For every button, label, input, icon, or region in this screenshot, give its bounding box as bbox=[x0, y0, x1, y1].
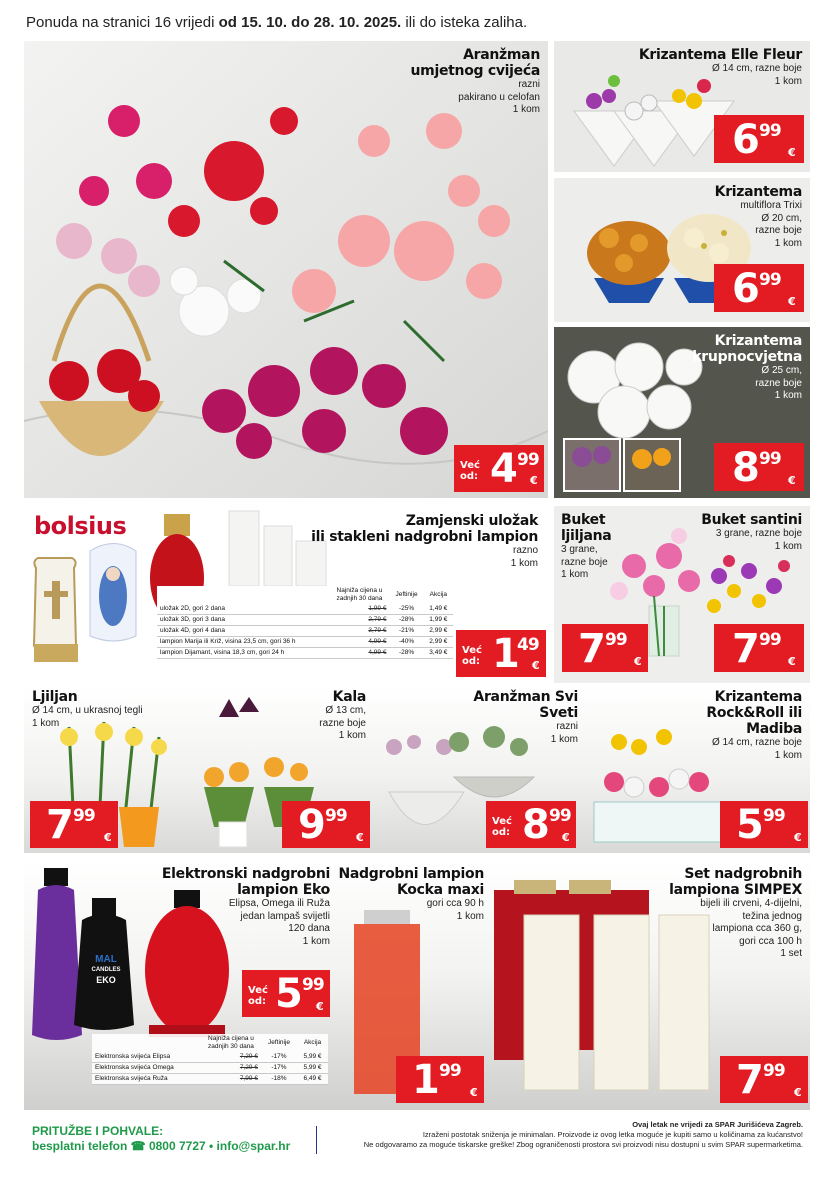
table-cell: lampion Dijamant, visina 18,3 cm, gori 24 h bbox=[157, 648, 329, 659]
product-quantity: 1 kom bbox=[32, 717, 60, 729]
product-title-line1: Krizantema bbox=[714, 689, 802, 705]
product-detail: bijeli ili crveni, 4-dijelni, bbox=[700, 898, 802, 909]
price-currency: € bbox=[530, 474, 538, 487]
price-currency: € bbox=[788, 474, 796, 487]
product-krupnocvjetna[interactable] bbox=[554, 327, 810, 498]
table-row bbox=[92, 1074, 328, 1085]
table-cell: Elektronska svijeća Elipsa bbox=[92, 1052, 201, 1063]
price-euros: 7 bbox=[732, 626, 758, 672]
price-cents: 99 bbox=[763, 1061, 785, 1081]
product-detail: Ø 14 cm, u ukrasnoj tegli bbox=[32, 705, 143, 716]
price-currency: € bbox=[788, 146, 796, 159]
table-cell: -17% bbox=[261, 1063, 297, 1074]
price-prefix-line1: Već bbox=[462, 645, 482, 656]
price-tag-kala[interactable] bbox=[282, 801, 370, 848]
product-detail: razne boje bbox=[561, 556, 608, 568]
table-cell: -17% bbox=[261, 1052, 297, 1063]
validity-prefix: Ponuda na stranici 16 vrijedi bbox=[26, 14, 219, 31]
product-trixi[interactable] bbox=[554, 178, 810, 322]
product-detail: pakirano u celofan bbox=[458, 91, 540, 103]
price-tag bbox=[454, 445, 544, 492]
price-euros: 1 bbox=[412, 1057, 438, 1103]
table-cell: 7,99 € bbox=[201, 1074, 261, 1085]
price-currency: € bbox=[104, 831, 112, 844]
price-prefix-line2: od: bbox=[248, 996, 267, 1007]
price-tag-rocknroll[interactable] bbox=[720, 801, 808, 848]
table-cell: -18% bbox=[261, 1074, 297, 1085]
price-tag bbox=[456, 630, 546, 677]
product-quantity: 1 kom bbox=[774, 75, 802, 87]
product-title-line1: Zamjenski uložak bbox=[405, 513, 538, 529]
mal-logo bbox=[86, 955, 126, 985]
product-detail: Ø 25 cm, bbox=[761, 365, 802, 376]
product-info-simpex bbox=[669, 866, 802, 961]
product-elle-fleur[interactable] bbox=[554, 41, 810, 172]
price-tag-santini bbox=[714, 624, 804, 672]
product-title-line2: umjetnog cvijeća bbox=[410, 63, 540, 79]
price-cents: 99 bbox=[759, 121, 781, 141]
price-euros: 8 bbox=[732, 445, 758, 491]
product-info bbox=[311, 513, 538, 570]
product-quantity: 1 kom bbox=[512, 104, 540, 115]
product-detail: Ø 20 cm, bbox=[761, 212, 802, 224]
product-detail: razne boje bbox=[755, 377, 802, 389]
price-euros: 5 bbox=[736, 802, 762, 848]
product-info bbox=[639, 47, 802, 88]
price-currency: € bbox=[788, 655, 796, 668]
price-cents: 99 bbox=[302, 975, 324, 995]
product-title-line2: lampiona SIMPEX bbox=[669, 882, 802, 898]
price-euros: 4 bbox=[490, 446, 516, 492]
product-title: Aranžman Svi Sveti bbox=[473, 689, 578, 721]
price-cents: 99 bbox=[439, 1061, 461, 1081]
table-cell: 3,49 € bbox=[424, 648, 453, 659]
price-tag-ljiljana bbox=[562, 624, 648, 672]
table-cell: 4,99 € bbox=[329, 648, 389, 659]
eko-label: EKO bbox=[96, 975, 116, 985]
table-cell: 4,99 € bbox=[329, 637, 389, 648]
product-detail: razne boje bbox=[319, 717, 366, 729]
validity-line bbox=[26, 14, 527, 31]
price-euros: 1 bbox=[492, 631, 518, 677]
price-currency: € bbox=[356, 831, 364, 844]
product-title-line1: Aranžman bbox=[463, 47, 540, 63]
product-detail: Ø 14 cm, razne boje bbox=[711, 63, 802, 74]
product-detail: jedan lampaš svijetli bbox=[240, 910, 330, 922]
product-detail: multiflora Trixi bbox=[740, 200, 802, 211]
table-cell: 1,49 € bbox=[424, 604, 453, 615]
table-cell: 3,79 € bbox=[329, 626, 389, 637]
product-title-line1: Buket bbox=[561, 512, 606, 528]
product-detail: Ø 14 cm, razne boje bbox=[711, 737, 802, 748]
table-cell: Elektronska svijeća Omega bbox=[92, 1063, 201, 1074]
footer-note: Ovaj letak ne vrijedi za SPAR Jurišićeva Zagreb. bbox=[632, 1120, 803, 1129]
price-euros: 5 bbox=[275, 971, 301, 1017]
table-cell: 5,99 € bbox=[297, 1063, 328, 1074]
product-quantity: 1 kom bbox=[774, 237, 802, 249]
product-title-line1: Krizantema bbox=[714, 333, 802, 349]
product-detail: gori cca 90 h bbox=[426, 898, 484, 909]
product-detail: 3 grane, bbox=[561, 544, 598, 555]
price-history-table bbox=[157, 586, 453, 659]
price-currency: € bbox=[794, 831, 802, 844]
product-title-line3: Madiba bbox=[746, 721, 802, 737]
price-euros: 7 bbox=[736, 1057, 762, 1103]
price-cents: 99 bbox=[759, 630, 781, 650]
product-title-line2: lampion Eko bbox=[237, 882, 330, 898]
price-cents: 99 bbox=[763, 806, 785, 826]
product-info-eko bbox=[158, 866, 330, 948]
product-quantity: 1 kom bbox=[338, 730, 366, 741]
product-info-ljiljan bbox=[32, 689, 143, 730]
price-tag bbox=[714, 115, 804, 163]
price-prefix-line2: od: bbox=[492, 827, 511, 838]
product-title-line1: Elektronski nadgrobni bbox=[161, 866, 330, 882]
footer-divider bbox=[316, 1126, 317, 1154]
price-currency: € bbox=[532, 659, 540, 672]
table-cell: -28% bbox=[389, 648, 423, 659]
price-prefix-line2: od: bbox=[462, 656, 481, 667]
price-cents: 99 bbox=[605, 630, 627, 650]
product-detail: razno bbox=[512, 545, 538, 556]
table-header: Akcija bbox=[303, 1039, 322, 1046]
product-info bbox=[692, 333, 802, 403]
table-header: Najniža cijena u zadnjih 30 dana bbox=[336, 587, 383, 602]
table-cell: -25% bbox=[389, 604, 423, 615]
product-info-ljiljana bbox=[561, 512, 611, 582]
product-title-line2: krupnocvjetna bbox=[692, 349, 802, 365]
product-detail: Ø 13 cm, bbox=[325, 705, 366, 716]
table-cell: uložak 4D, gori 4 dana bbox=[157, 626, 329, 637]
table-row bbox=[157, 637, 453, 648]
price-euros: 6 bbox=[732, 117, 758, 163]
price-currency: € bbox=[316, 1000, 324, 1013]
candles-label: CANDLES bbox=[91, 967, 121, 973]
product-quantity: 1 kom bbox=[302, 935, 330, 947]
price-currency: € bbox=[634, 655, 642, 668]
product-ulozak[interactable] bbox=[24, 506, 548, 683]
price-prefix-line1: Već bbox=[492, 816, 512, 827]
price-euros: 8 bbox=[522, 802, 548, 848]
product-title-line1: Nadgrobni lampion bbox=[338, 866, 484, 882]
product-info-kala bbox=[290, 689, 366, 743]
table-cell: lampion Marija ili Križ, visina 23,5 cm, gori 36 h bbox=[157, 637, 329, 648]
product-title: Krizantema bbox=[714, 184, 802, 200]
validity-suffix: ili do isteka zaliha. bbox=[401, 14, 528, 31]
price-currency: € bbox=[788, 295, 796, 308]
table-row bbox=[157, 604, 453, 615]
product-detail: 3 grane, razne boje bbox=[715, 528, 802, 539]
footer-heading: PRITUŽBE I POHVALE: bbox=[32, 1124, 164, 1138]
product-info-santini bbox=[701, 512, 802, 553]
table-cell: -40% bbox=[389, 637, 423, 648]
price-prefix-line1: Već bbox=[460, 460, 480, 471]
table-cell: -21% bbox=[389, 626, 423, 637]
brand-label: MAL bbox=[95, 954, 117, 965]
price-cents: 99 bbox=[73, 806, 95, 826]
table-row bbox=[157, 615, 453, 626]
product-title-line2: Kocka maxi bbox=[396, 882, 484, 898]
product-title: Buket santini bbox=[701, 512, 802, 528]
price-tag-kocka[interactable] bbox=[396, 1056, 484, 1103]
table-cell: 1,99 € bbox=[329, 604, 389, 615]
product-quantity: 1 kom bbox=[456, 910, 484, 922]
price-euros: 9 bbox=[298, 802, 324, 848]
price-tag-ljiljan[interactable] bbox=[30, 801, 118, 848]
price-history-table-eko bbox=[92, 1034, 328, 1085]
table-cell: 7,29 € bbox=[201, 1063, 261, 1074]
price-cents: 99 bbox=[517, 450, 539, 470]
table-cell: uložak 3D, gori 3 dana bbox=[157, 615, 329, 626]
price-tag bbox=[714, 443, 804, 491]
product-aranzman-cvijeca[interactable] bbox=[24, 41, 548, 498]
price-currency: € bbox=[562, 831, 570, 844]
table-cell: 5,99 € bbox=[297, 1052, 328, 1063]
table-header: Jeftinije bbox=[395, 591, 418, 598]
footer-contact-line[interactable]: besplatni telefon ☎ 0800 7727 • info@spar.hr bbox=[32, 1139, 291, 1153]
table-header bbox=[92, 1034, 201, 1052]
product-detail: razne boje bbox=[755, 225, 802, 236]
price-euros: 7 bbox=[578, 626, 604, 672]
footer-notes bbox=[364, 1120, 803, 1150]
product-detail: gori cca 100 h bbox=[739, 935, 802, 947]
product-title-line2: Rock&Roll ili bbox=[706, 705, 802, 721]
table-header: Akcija bbox=[429, 591, 447, 598]
table-row bbox=[92, 1063, 328, 1074]
product-info bbox=[715, 184, 802, 250]
price-tag bbox=[714, 264, 804, 312]
product-quantity: 1 kom bbox=[774, 390, 802, 401]
price-euros: 7 bbox=[46, 802, 72, 848]
footer-contact bbox=[32, 1124, 290, 1154]
table-header-row bbox=[157, 586, 453, 604]
price-euros: 6 bbox=[732, 266, 758, 312]
footer-note: Izraženi postotak sniženja je minimalan. Proizvode iz ovog letka moguće je kupiti samo u količinama za kućanstvo! bbox=[422, 1130, 803, 1139]
table-header: Najniža cijena u zadnjih 30 dana bbox=[208, 1035, 254, 1050]
product-quantity: 1 kom bbox=[561, 569, 589, 580]
table-cell: 7,29 € bbox=[201, 1052, 261, 1063]
table-header bbox=[157, 586, 329, 604]
table-cell: 2,99 € bbox=[424, 637, 453, 648]
product-title: Kala bbox=[332, 689, 366, 705]
product-title-line2: ljiljana bbox=[561, 528, 612, 544]
price-currency: € bbox=[794, 1086, 802, 1099]
table-header-row bbox=[92, 1034, 328, 1052]
table-header: Jeftinije bbox=[267, 1039, 291, 1046]
table-cell: 2,79 € bbox=[329, 615, 389, 626]
price-prefix-line1: Već bbox=[248, 985, 268, 996]
product-detail: razni bbox=[518, 79, 540, 90]
price-tag-svi-sveti[interactable] bbox=[486, 801, 576, 848]
table-row bbox=[157, 648, 453, 659]
bolsius-logo: bolsius bbox=[34, 512, 127, 540]
product-buketi[interactable] bbox=[554, 506, 810, 683]
product-detail: razni bbox=[556, 721, 578, 732]
price-cents: 99 bbox=[325, 806, 347, 826]
product-quantity: 1 kom bbox=[774, 749, 802, 761]
price-prefix-line2: od: bbox=[460, 471, 479, 482]
product-title-line2: ili stakleni nadgrobni lampion bbox=[311, 529, 538, 545]
price-cents: 99 bbox=[759, 270, 781, 290]
product-title: Ljiljan bbox=[32, 689, 78, 705]
footer-note: Ne odgovaramo za moguće tiskarske greške! Zbog ograničenosti prostora svi proizvodi nisu dostupni u svim SPAR supermarketima. bbox=[363, 1140, 803, 1149]
product-title: Krizantema Elle Fleur bbox=[638, 47, 802, 63]
table-cell: Elektronska svijeća Ruža bbox=[92, 1074, 201, 1085]
product-quantity: 1 set bbox=[780, 948, 802, 959]
price-cents: 99 bbox=[759, 449, 781, 469]
table-row bbox=[92, 1052, 328, 1063]
table-cell: 2,99 € bbox=[424, 626, 453, 637]
product-quantity: 1 kom bbox=[774, 540, 802, 552]
price-currency: € bbox=[470, 1086, 478, 1099]
product-detail: težina jednog bbox=[742, 910, 802, 922]
product-detail: 120 dana bbox=[288, 923, 330, 934]
table-cell: 1,99 € bbox=[424, 615, 453, 626]
table-cell: uložak 2D, gori 2 dana bbox=[157, 604, 329, 615]
product-detail: Elipsa, Omega ili Ruža bbox=[228, 898, 330, 909]
product-quantity: 1 kom bbox=[510, 557, 538, 569]
product-title-line1: Set nadgrobnih bbox=[684, 866, 802, 882]
price-tag-eko[interactable] bbox=[242, 970, 330, 1017]
product-info bbox=[411, 47, 541, 117]
product-detail: lampiona cca 360 g, bbox=[712, 923, 802, 934]
price-cents: 49 bbox=[517, 635, 539, 655]
validity-dates: od 15. 10. do 28. 10. 2025. bbox=[218, 14, 402, 31]
product-quantity: 1 kom bbox=[550, 733, 578, 745]
price-cents: 99 bbox=[549, 806, 571, 826]
product-info-svi-sveti bbox=[450, 689, 578, 746]
product-info-rocknroll bbox=[706, 689, 802, 762]
table-row bbox=[157, 626, 453, 637]
table-cell: -28% bbox=[389, 615, 423, 626]
table-cell: 6,49 € bbox=[297, 1074, 328, 1085]
price-tag-simpex[interactable] bbox=[720, 1056, 808, 1103]
product-info-kocka bbox=[338, 866, 484, 923]
